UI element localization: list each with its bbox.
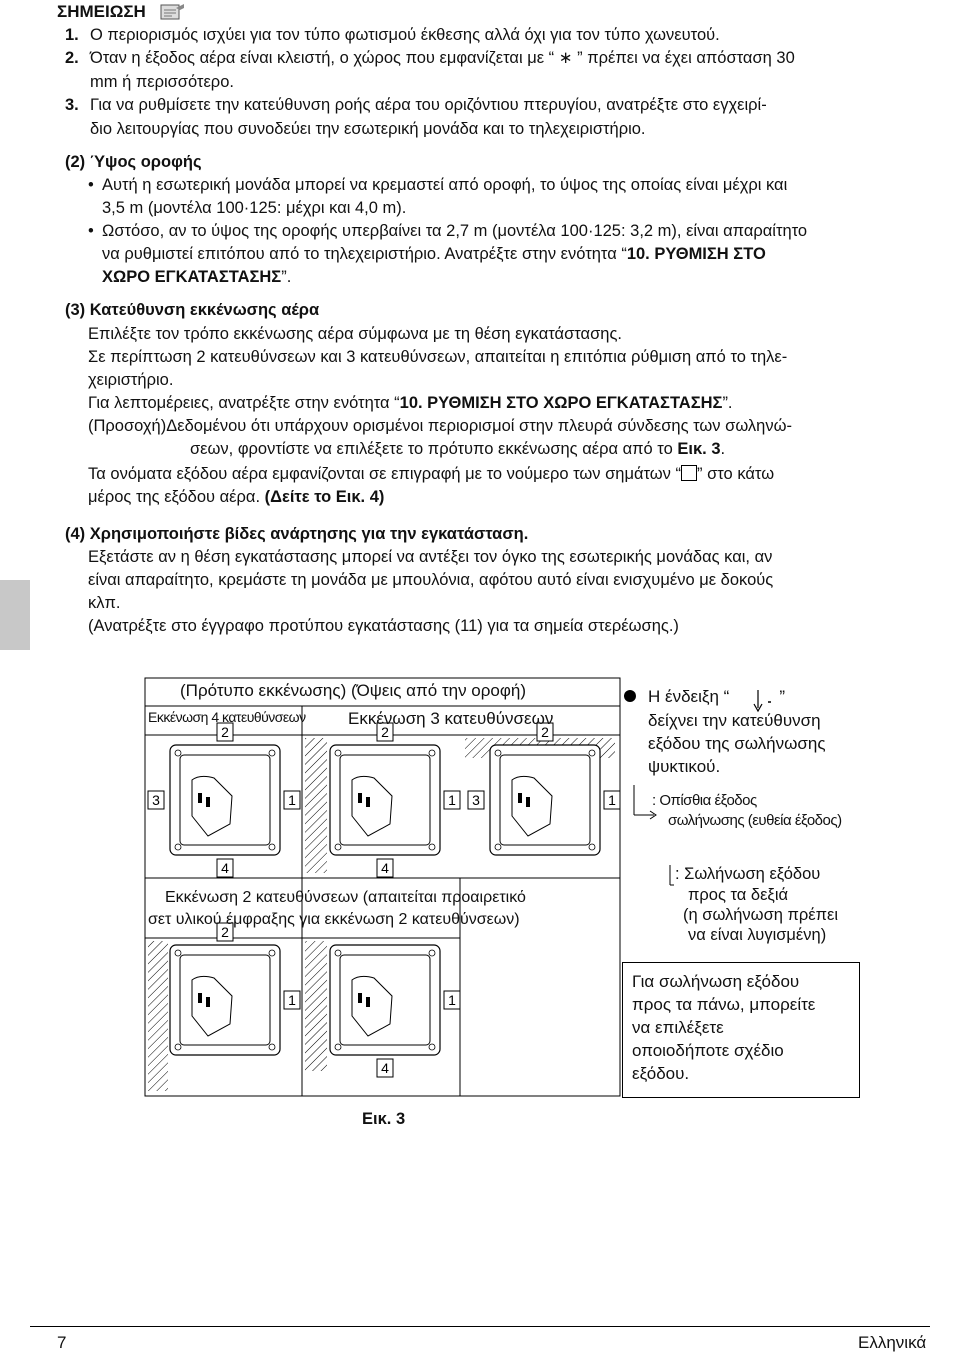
bullet-icon: • [88, 176, 94, 194]
upward-note-line2: προς τα πάνω, μπορείτε [632, 995, 816, 1014]
section-3-heading: (3) Κατεύθυνση εκκένωσης αέρα [65, 301, 320, 319]
legend-indicator-line1: Η ένδειξη “ [648, 687, 730, 706]
label-3-directions: Εκκένωση 3 κατευθύνσεων [348, 709, 554, 728]
sec4-line3: κλπ. [88, 594, 121, 612]
page-number: 7 [57, 1333, 67, 1352]
note-item-2-line1: Όταν η έξοδος αέρα είναι κλειστή, ο χώρος που εμφανίζεται με “ ∗ ” πρέπει να έχει απόσταση 30 [90, 49, 795, 67]
outlet-left-marker-label: 3 [152, 792, 160, 808]
section-2-heading: (2) Ύψος οροφής [65, 153, 202, 171]
note-item-3-num: 3. [65, 96, 79, 114]
sec3-line2: Σε περίπτωση 2 κατευθύνσεων και 3 κατευθύνσεων, απαιτείται η επιτόπια ρύθμιση από το τηλε- [88, 348, 788, 366]
sec4-line2: είναι απαραίτητο, κρεμάστε τη μονάδα με μπουλόνια, αφότου αυτό είναι ενισχυμένο με δοκούς [88, 571, 774, 589]
sec3-line4: Για λεπτομέρειες, ανατρέξτε στην ενότητα “ [88, 394, 400, 412]
section-ref-cont: ΧΩΡΟ ΕΓΚΑΤΑΣΤΑΣΗΣ [102, 268, 282, 286]
footer-rule [30, 1326, 930, 1327]
legend-indicator-line2: δείχνει την κατεύθυνση [648, 711, 821, 730]
outlet-top-marker-label: 2 [541, 724, 549, 740]
figure-ref: (Δείτε το Εικ. 4) [264, 488, 385, 506]
section-ref: 10. ΡΥΘΜΙΣΗ ΣΤΟ [626, 245, 766, 263]
outlet-top-marker-label: 2 [221, 924, 229, 940]
legend-right-outlet-line2: προς τα δεξιά [688, 886, 789, 904]
sec3-line8: μέρος της εξόδου αέρα. [88, 488, 265, 506]
outlet-top-marker-label: 2 [381, 724, 389, 740]
section-4-heading: (4) Χρησιμοποιήστε βίδες ανάρτησης για την εγκατάσταση. [65, 525, 529, 543]
note-item-2-num: 2. [65, 49, 79, 67]
legend-right-outlet-line1: : Σωλήνωση εξόδου [675, 865, 821, 883]
note-item-1-num: 1. [65, 26, 79, 44]
sec4-line1: Εξετάστε αν η θέση εγκατάστασης μπορεί να αντέξει τον όγκο της εσωτερικής μονάδας και, αν [88, 548, 773, 566]
upward-note-line5: εξόδου. [632, 1064, 690, 1083]
outlet-right-marker-label: 1 [608, 792, 616, 808]
legend-rear-outlet-line1: : Οπίσθια έξοδος [652, 792, 757, 809]
figure-caption: Εικ. 3 [362, 1110, 406, 1128]
outlet-right-marker-label: 1 [448, 992, 456, 1008]
legend-arrows-icon [620, 680, 840, 890]
note-title: ΣΗΜΕΙΩΣΗ [57, 2, 146, 21]
outlet-right-marker-label: 1 [448, 792, 456, 808]
note-item-2-line2: mm ή περισσότερο. [90, 73, 234, 91]
figure-ref: Εικ. 3 [677, 440, 721, 458]
outlet-bottom-marker-label: 4 [381, 1060, 389, 1076]
legend-indicator-line3: εξόδου της σωλήνωσης [648, 734, 826, 753]
note-item-3-line1: Για να ρυθμίσετε την κατεύθυνση ροής αέρα του οριζόντιου πτερυγίου, ανατρέξτε στο εγχειρί- [90, 96, 767, 114]
legend-right-outlet-line3: (η σωλήνωση πρέπει [683, 906, 839, 924]
quote-close: ” [779, 687, 786, 706]
footer-language: Ελληνικά [858, 1333, 927, 1352]
sec3-line3: χειριστήριο. [88, 371, 174, 389]
sec3-line7: Τα ονόματα εξόδου αέρα εμφανίζονται σε επιγραφή με το νούμερο των σημάτων “ [88, 465, 682, 483]
period: . [720, 440, 726, 458]
outlet-right-marker-label: 1 [288, 992, 296, 1008]
legend-indicator-line4: ψυκτικού. [648, 757, 721, 776]
sec3-line1: Επιλέξτε τον τρόπο εκκένωσης αέρα σύμφωνα με τη θέση εγκατάστασης. [88, 325, 622, 343]
sec3-line5: (Προσοχή)Δεδομένου ότι υπάρχουν ορισμένοι περιορισμοί στην πλευρά σύνδεσης των σωληνώ- [88, 417, 792, 435]
label-2-directions-line1: Εκκένωση 2 κατευθύνσεων (απαιτείται προαιρετικό [165, 889, 526, 906]
label-4-directions: Εκκένωση 4 κατευθύνσεων [148, 709, 306, 725]
sec2-b1-line2: 3,5 m (μοντέλα 100·125: μέχρι και 4,0 m). [102, 199, 407, 217]
legend-right-outlet-line4: να είναι λυγισμένη) [688, 926, 827, 944]
label-2-directions-line2: σετ υλικού έμφραξης για εκκένωση 2 κατευθύνσεων) [148, 911, 520, 928]
outlet-right-marker-label: 1 [288, 792, 296, 808]
outlet-top-marker-label: 2 [221, 724, 229, 740]
quote-close: ”. [722, 394, 733, 412]
sec4-line4: (Ανατρέξτε στο έγγραφο προτύπου εγκατάστασης (11) για τα σημεία στερέωσης.) [88, 617, 679, 635]
sec2-b1-line1: Αυτή η εσωτερική μονάδα μπορεί να κρεμαστεί από οροφή, το ύψος της οποίας είναι μέχρι και [102, 176, 788, 194]
bullet-icon: • [88, 222, 94, 240]
sec2-b2-line1: Ωστόσο, αν το ύψος της οροφής υπερβαίνει τα 2,7 m (μοντέλα 100·125: 3,2 m), είναι απαραίτητο [102, 222, 808, 240]
blocked-zone [305, 738, 327, 873]
note-item-1-text: Ο περιορισμός ισχύει για τον τύπο φωτισμού έκθεσης αλλά όχι για τον τύπο χωνευτού. [90, 26, 720, 44]
figure-header: (Πρότυπο εκκένωσης) (Όψεις από την οροφή) [180, 681, 527, 700]
outlet-bottom-marker-label: 4 [221, 860, 229, 876]
sec3-line7-end: ” στο κάτω [697, 465, 775, 483]
upward-note-line4: οποιοδήποτε σχέδιο [632, 1041, 784, 1060]
note-item-3-line2: διο λειτουργίας που συνοδεύει την εσωτερική μονάδα και το τηλεχειριστήριο. [90, 120, 646, 138]
upward-note-line3: να επιλέξετε [632, 1018, 724, 1037]
outlet-bottom-marker-label: 4 [381, 860, 389, 876]
quote-close: ”. [281, 268, 292, 286]
outlet-left-marker-label: 3 [472, 792, 480, 808]
sec3-line6: σεων, φροντίστε να επιλέξετε το πρότυπο εκκένωσης αέρα από το [190, 440, 678, 458]
upward-note-line1: Για σωλήνωση εξόδου [632, 972, 800, 991]
section-ref: 10. ΡΥΘΜΙΣΗ ΣΤΟ ΧΩΡΟ ΕΓΚΑΤΑΣΤΑΣΗΣ [399, 394, 723, 412]
sec2-b2-line2: να ρυθμιστεί επιτόπου από το τηλεχειριστήριο. Ανατρέξτε στην ενότητα “ [102, 245, 627, 263]
legend-rear-outlet-line2: σωλήνωσης (ευθεία έξοδος) [668, 812, 842, 829]
